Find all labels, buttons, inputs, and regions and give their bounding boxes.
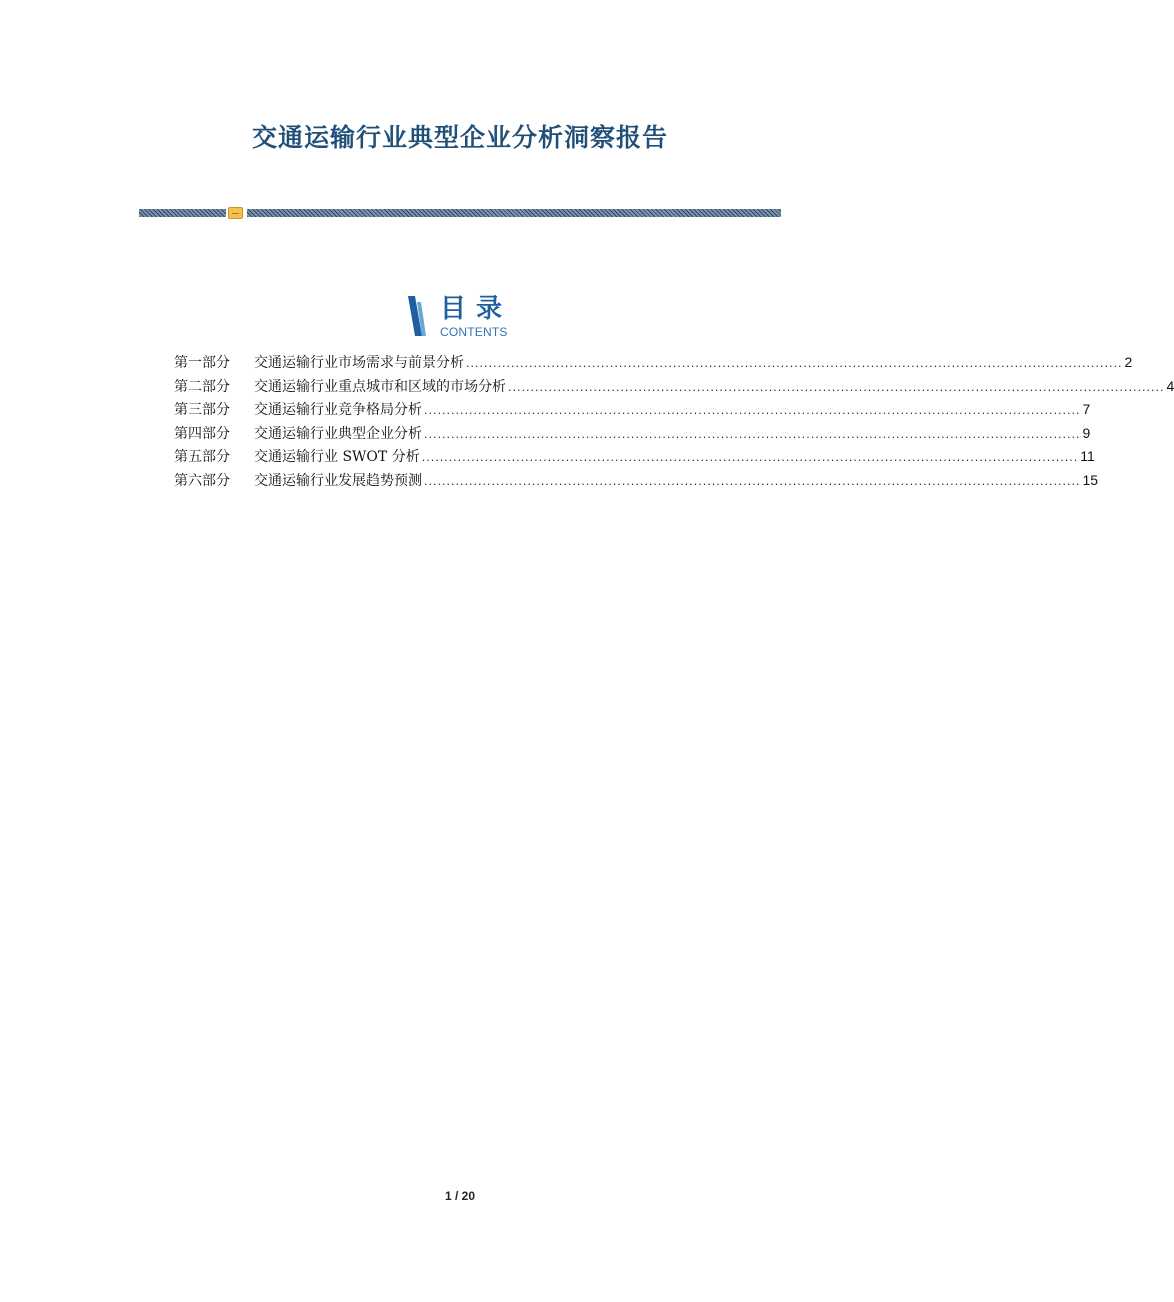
toc-leader-dots: .................................................................................................................................................. <box>508 380 1165 394</box>
toc-leader-dots: .................................................................................................................................................. <box>421 451 1079 465</box>
toc-page-number: 2 <box>1124 354 1133 370</box>
toc-part-label: 第四部分 <box>174 425 230 442</box>
toc-part-label: 第六部分 <box>174 472 230 489</box>
header-rule-right <box>247 209 781 217</box>
toc-leader-dots: .................................................................................................................................................. <box>466 357 1123 370</box>
header-rule-left <box>139 209 226 217</box>
toc-part-label: 第三部分 <box>174 402 230 419</box>
toc-entry[interactable] <box>174 376 1174 400</box>
toc-title: 目录 <box>440 294 513 324</box>
page-indicator: 1 / 20 <box>444 1189 476 1203</box>
toc-page-number: 15 <box>1082 471 1099 488</box>
toc-page-number: 9 <box>1082 424 1091 441</box>
toc-entry[interactable] <box>174 446 1095 470</box>
document-title: 交通运输行业典型企业分析洞察报告 <box>251 123 668 152</box>
toc-leader-dots: .................................................................................................................................................. <box>424 474 1081 488</box>
toc-entry-title: 交通运输行业重点城市和区域的市场分析 <box>254 378 506 395</box>
toc-heading <box>406 294 536 342</box>
toc-entry[interactable] <box>174 399 1091 423</box>
toc-entry-title: 交通运输行业竞争格局分析 <box>254 402 422 419</box>
toc-entry-title: 交通运输行业市场需求与前景分析 <box>254 355 464 371</box>
toc-part-label: 第一部分 <box>174 355 230 371</box>
toc-leader-dots: .................................................................................................................................................. <box>424 427 1081 441</box>
toc-page-number: 11 <box>1080 448 1095 465</box>
toc-subtitle: CONTENTS <box>440 325 508 339</box>
folder-icon <box>228 207 243 219</box>
toc-entry-title: 交通运输行业 SWOT 分析 <box>254 449 420 466</box>
toc-page-number: 7 <box>1082 401 1091 418</box>
toc-page-number: 4 <box>1166 377 1174 394</box>
toc-list <box>174 352 1174 494</box>
toc-entry[interactable] <box>174 423 1091 447</box>
toc-entry[interactable] <box>174 352 1133 376</box>
toc-part-label: 第五部分 <box>174 449 230 466</box>
toc-bar-icon <box>406 296 426 336</box>
toc-entry-title: 交通运输行业典型企业分析 <box>254 425 422 442</box>
toc-part-label: 第二部分 <box>174 378 230 395</box>
toc-leader-dots: .................................................................................................................................................. <box>424 404 1081 418</box>
toc-entry-title: 交通运输行业发展趋势预测 <box>254 472 422 489</box>
toc-entry[interactable] <box>174 470 1099 494</box>
